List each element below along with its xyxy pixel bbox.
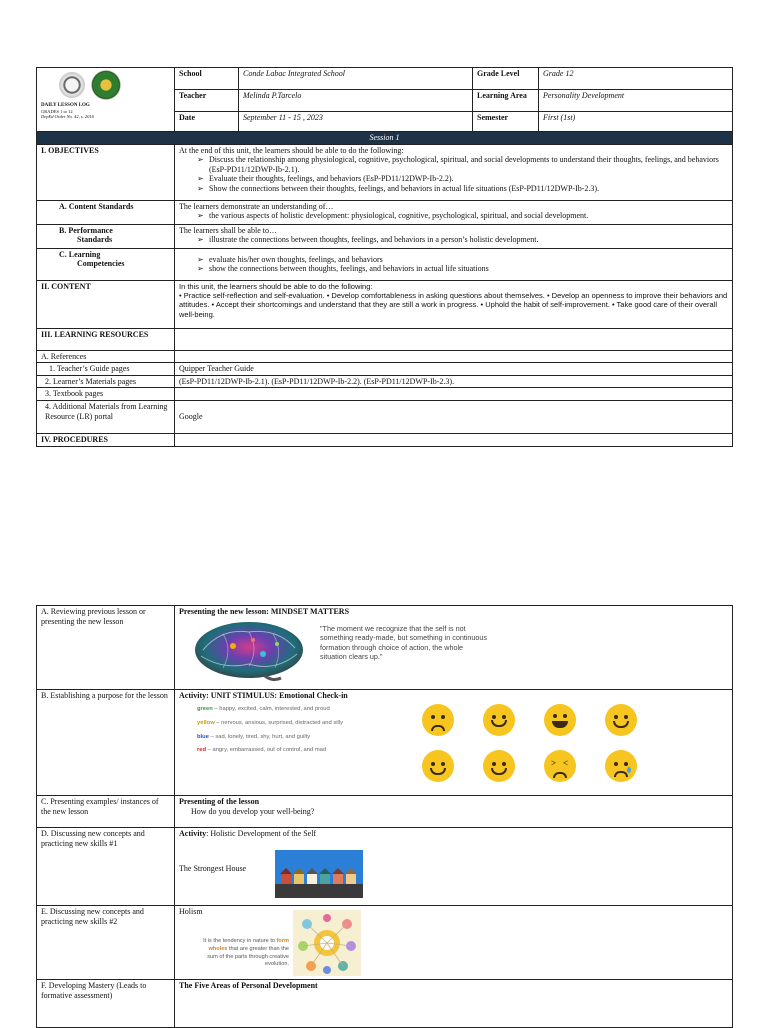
content-face-icon (422, 750, 454, 782)
procedure-a-cell (175, 606, 733, 690)
semester-value: First (1st) (539, 112, 733, 132)
content-cell (175, 280, 733, 328)
logo-caption-sub1: GRADES 1 to 12 (41, 109, 73, 114)
tear-icon (627, 767, 631, 773)
performance-item (179, 235, 728, 245)
mood-word: blue (197, 733, 209, 740)
learning-competencies-label (37, 248, 175, 280)
arrow-bullet-icon: ➢ (197, 254, 204, 264)
mood-yellow (197, 720, 367, 728)
textbook-pages-value (175, 388, 733, 401)
performance-standards-cell (175, 224, 733, 248)
procedure-c-title: Presenting of the lesson (179, 797, 260, 806)
textbook-pages-label: 3. Textbook pages (37, 388, 175, 401)
learning-resources-cell (175, 328, 733, 350)
objective-text: Show the connections between their thoughts, feelings, and behaviors in actual life situations (EsP-PD11/12DWP-Ib-2.3). (209, 183, 600, 193)
objective-item (179, 155, 728, 174)
additional-materials-label: 4. Additional Materials from Learning Resource (LR) portal (37, 400, 175, 433)
performance-label-line1: B. Performance (59, 225, 113, 235)
learning-area-value: Personality Development (539, 90, 733, 112)
teacher-label: Teacher (175, 90, 239, 112)
competency-item (179, 264, 728, 274)
logo-caption-sub2: DepEd Order No. 42, s. 2016 (41, 114, 94, 119)
mood-word: red (197, 747, 207, 754)
competencies-label-line2: Competencies (77, 259, 125, 269)
mood-desc: – nervous, anxious, surprised, distracted and silly (214, 719, 343, 726)
mood-list (197, 706, 367, 755)
date-value: September 11 - 15 , 2023 (239, 112, 473, 132)
procedure-a-label: A. Reviewing previous lesson or presenting the new lesson (37, 606, 175, 690)
semester-label: Semester (473, 112, 539, 132)
objective-text: Evaluate their thoughts, feelings, and behaviors (EsP-PD11/12DWP-Ib-2.2). (209, 174, 454, 184)
holism-definition (197, 938, 289, 969)
school-seal-icon (91, 70, 121, 100)
content-label: II. CONTENT (37, 280, 175, 328)
deped-seal-icon (59, 72, 85, 98)
smiling-face-icon (483, 704, 515, 736)
learning-competencies-cell (175, 248, 733, 280)
school-value: Conde Labac Integrated School (239, 68, 473, 90)
date-label: Date (175, 112, 239, 132)
performance-intro: The learners shall be able to… (179, 225, 277, 235)
mood-desc: – sad, lonely, tired, shy, hurt, and guilty (208, 733, 311, 740)
holism-def-part2: form wholes (208, 938, 289, 952)
grinning-face-icon (544, 704, 576, 736)
logo-caption-title: DAILY LESSON LOG (41, 103, 90, 108)
worried-face-icon (422, 704, 454, 736)
competency-item (179, 255, 728, 265)
procedure-a-quote: "The moment we recognize that the self is not something ready-made, but something in continuous formation through choice of action, the whole situation clears up." (320, 624, 488, 662)
procedure-e-title: Holism (179, 907, 203, 916)
procedure-c-cell (175, 796, 733, 828)
learners-materials-label: 2. Learner’s Materials pages (37, 375, 175, 388)
holism-diagram-icon (293, 910, 361, 976)
teachers-guide-value: Quipper Teacher Guide (175, 363, 733, 376)
content-standard-item (179, 211, 728, 221)
mood-red (197, 747, 367, 755)
learning-resources-label: III. LEARNING RESOURCES (37, 328, 175, 350)
content-standards-cell (175, 200, 733, 224)
content-intro: In this unit, the learners should be able to do the following: (179, 281, 373, 291)
procedure-f-title: The Five Areas of Personal Development (179, 981, 318, 990)
teacher-value: Melinda P.Tarcelo (239, 90, 473, 112)
logo-cell (37, 68, 175, 132)
learning-area-label: Learning Area (473, 90, 539, 112)
crying-face-icon (605, 750, 637, 782)
frustrated-face-icon (544, 750, 576, 782)
procedures-label: IV. PROCEDURES (37, 433, 175, 446)
procedure-d-label: D. Discussing new concepts and practicing new skills #1 (37, 828, 175, 906)
references-label: A. References (37, 350, 175, 363)
procedures-table (36, 605, 733, 1028)
grade-level-value: Grade 12 (539, 68, 733, 90)
squint-eye-icon: < (563, 758, 569, 768)
objectives-label: I. OBJECTIVES (37, 144, 175, 200)
performance-label-line2: Standards (77, 235, 113, 245)
mood-desc: – happy, excited, calm, interested, and proud (212, 706, 330, 712)
happy-face-icon (605, 704, 637, 736)
procedure-e-label: E. Discussing new concepts and practicing new skills #2 (37, 906, 175, 980)
competency-text: evaluate his/her own thoughts, feelings, and behaviors (209, 254, 383, 264)
teachers-guide-label: 1. Teacher’s Guide pages (37, 363, 175, 376)
content-body: • Practice self-reflection and self-evaluation. • Develop comfortableness in asking questions about themselves. • Develop an openness to improve their behaviors and attitudes. • Accept their shortcomings and understand that they are still a work in progress. • Uphold the habit of self-improvement. • Take good care of their overall well-being. (179, 290, 728, 319)
houses-illustration-icon (275, 850, 363, 898)
learners-materials-value: (EsP-PD11/12DWP-Ib-2.1). (EsP-PD11/12DWP-Ib-2.2). (EsP-PD11/12DWP-Ib-2.3). (175, 375, 733, 388)
procedure-d-title (179, 829, 728, 839)
arrow-bullet-icon: ➢ (197, 264, 204, 274)
procedure-b-label: B. Establishing a purpose for the lesson (37, 690, 175, 796)
activity-label: Activity (179, 829, 207, 838)
content-standards-label: A. Content Standards (37, 200, 175, 224)
procedure-a-title: Presenting the new lesson: MINDSET MATTERS (179, 607, 350, 616)
daily-lesson-log-top (36, 67, 733, 447)
performance-standards-label (37, 224, 175, 248)
content-standard-text: the various aspects of holistic development: physiological, cognitive, psychological, spiritual, and social development. (209, 211, 589, 221)
performance-text: illustrate the connections between thoughts, feelings, and behaviors in a person’s holistic development. (209, 235, 539, 245)
procedure-f-cell (175, 980, 733, 1028)
objective-item (179, 174, 728, 184)
activity-label: Activity (179, 691, 207, 700)
squint-eye-icon: > (551, 758, 557, 768)
procedure-b-cell (175, 690, 733, 796)
mood-word: green (197, 706, 213, 712)
competencies-label-line1: C. Learning (59, 249, 101, 259)
mood-desc: – angry, embarrassed, out of control, and mad (206, 747, 327, 754)
holism-def-part3: that are greater than the sum of the parts through creative evolution. (207, 945, 289, 968)
procedures-cell (175, 433, 733, 446)
competency-text: show the connections between thoughts, feelings, and behaviors in actual life situations (209, 264, 489, 274)
objective-item (179, 184, 728, 194)
content-standards-intro: The learners demonstrate an understanding of… (179, 201, 334, 211)
procedure-f-label: F. Developing Mastery (Leads to formative assessment) (37, 980, 175, 1028)
mood-blue (197, 734, 367, 742)
additional-materials-value: Google (175, 400, 733, 433)
holism-def-part1: It is the tendency in nature to (203, 938, 275, 944)
arrow-bullet-icon: ➢ (197, 235, 204, 245)
objective-text: Discuss the relationship among physiological, cognitive, psychological, spiritual, and social developments to understand their thoughts, feelings, and behaviors (EsP-PD11/12DWP-Ib-2.1). (209, 155, 719, 174)
mood-green (197, 706, 367, 714)
procedure-d-cell (175, 828, 733, 906)
objectives-intro: At the end of this unit, the learners should be able to do the following: (179, 145, 404, 155)
arrow-bullet-icon: ➢ (197, 211, 204, 221)
procedure-b-title (179, 691, 728, 701)
calm-face-icon (483, 750, 515, 782)
brain-illustration-icon (193, 620, 305, 682)
procedure-c-label: C. Presenting examples/ instances of the new lesson (37, 796, 175, 828)
strongest-house-label: The Strongest House (179, 864, 247, 873)
references-cell (175, 350, 733, 363)
grade-level-label: Grade Level (473, 68, 539, 90)
procedure-e-cell (175, 906, 733, 980)
activity-title: : UNIT STIMULUS: Emotional Check-in (206, 691, 348, 700)
objectives-cell (175, 144, 733, 200)
arrow-bullet-icon: ➢ (197, 183, 204, 193)
session-band: Session 1 (37, 132, 733, 145)
school-label: School (175, 68, 239, 90)
arrow-bullet-icon: ➢ (197, 155, 204, 165)
activity-title: : Holistic Development of the Self (206, 829, 317, 838)
arrow-bullet-icon: ➢ (197, 174, 204, 184)
procedure-c-question: How do you develop your well-being? (191, 806, 315, 816)
mood-word: yellow (197, 719, 215, 726)
